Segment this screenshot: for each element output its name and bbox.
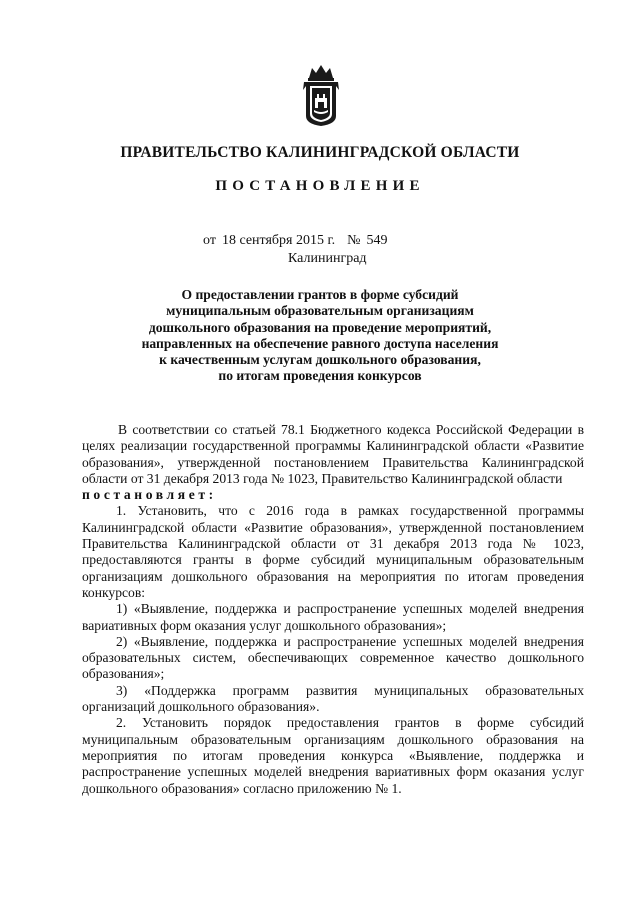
subject-line: направленных на обеспечение равного доступа населения	[141, 335, 499, 351]
subject-line: О предоставлении грантов в форме субсидий	[181, 287, 459, 302]
decree-item: 2. Установить порядок предоставления грантов в форме субсидий муниципальным образовательным организациям дошкольного образования на мероприятия по итогам проведения конкурса «Выявление, поддержка и распространение успешных моделей внедрения вариативных форм оказания услуг дошкольного образования» согласно приложению № 1.	[82, 715, 584, 796]
decree-subitem: 3) «Поддержка программ развития муниципальных образовательных организаций дошкольного образования».	[82, 682, 584, 715]
decree-subject	[100, 287, 540, 385]
decree-item: 1. Установить, что с 2016 года в рамках государственной программы Калининградской области «Развитие образования», утвержденной постановлением Правительства Калининградской области от 31 декабря 2013 года № 1023, предоставляются гранты в форме субсидий муниципальным образовательным организациям дошкольного образования на мероприятия по итогам проведения конкурсов:	[82, 503, 584, 600]
subject-line: по итогам проведения конкурсов	[218, 368, 422, 384]
decrees-word: постановляет:	[82, 487, 217, 503]
date-prefix: от	[203, 233, 216, 248]
subject-line: муниципальным образовательным организациям	[166, 303, 474, 319]
decree-subitem: 1) «Выявление, поддержка и распространение успешных моделей внедрения вариативных форм оказания услуг дошкольного образования»;	[82, 601, 584, 633]
city: Калининград	[288, 251, 367, 266]
decree-subitem: 2) «Выявление, поддержка и распространение успешных моделей внедрения образовательных систем, обеспечивающих современное качество дошкольного образования»;	[82, 633, 584, 682]
subject-line: к качественным услугам дошкольного образования,	[159, 352, 481, 368]
preamble-paragraph: В соответствии со статьей 78.1 Бюджетного кодекса Российской Федерации в целях реализации государственной программы Калининградской области «Развитие образования», утвержденной постановлением Правительства Калининградской области от 31 декабря 2013 года № 1023, Правительство Калининградской области	[82, 422, 584, 486]
number-sign: №	[347, 233, 361, 248]
decrees-word-line	[82, 487, 584, 503]
dateline	[203, 233, 388, 249]
document-type: ПОСТАНОВЛЕНИЕ	[215, 178, 425, 194]
decree-date: 18 сентября 2015 г.	[221, 233, 336, 248]
coat-of-arms-icon	[298, 62, 344, 128]
government-title: ПРАВИТЕЛЬСТВО КАЛИНИНГРАДСКОЙ ОБЛАСТИ	[120, 144, 520, 161]
decree-number: 549	[366, 233, 388, 248]
decree-body	[82, 422, 584, 797]
subject-line: дошкольного образования на проведение мероприятий,	[148, 319, 492, 335]
